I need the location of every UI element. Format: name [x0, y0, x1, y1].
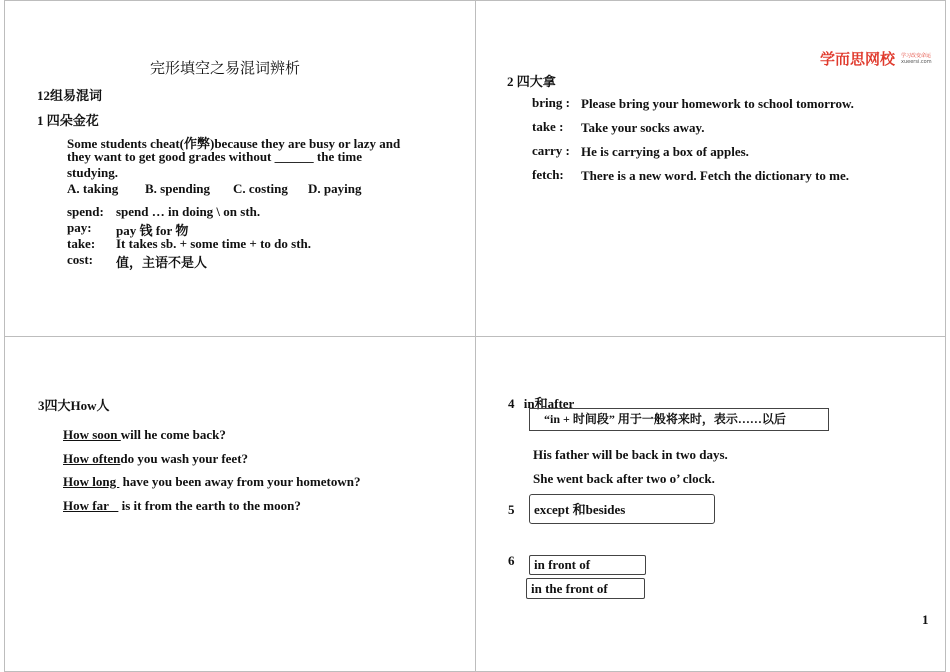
logo-tagline: 学习改变命运: [901, 52, 932, 59]
how-item: [63, 498, 301, 514]
how-item: [63, 474, 360, 490]
note-box: [529, 408, 829, 431]
option-box: [529, 555, 646, 575]
how-rest: have you been away from your hometown?: [119, 474, 361, 489]
option-b: B. spending: [145, 181, 211, 196]
except-besides-text: except 和besides: [534, 502, 626, 517]
section-number-6: 6: [508, 553, 515, 568]
option-box: [526, 578, 645, 599]
option-a: A. taking: [67, 181, 119, 196]
verb-label: carry :: [532, 143, 570, 158]
question-line: they want to get good grades without ______ the time: [67, 149, 363, 164]
definition-desc: pay 钱 for 物: [116, 223, 189, 238]
section-number: 4: [508, 396, 515, 411]
verb-label: fetch:: [532, 167, 564, 182]
definition-term: take:: [67, 236, 96, 251]
logo: [820, 48, 932, 69]
how-blank: How often: [63, 451, 121, 466]
how-item: [63, 427, 226, 443]
definition-desc: It takes sb. + some time + to do sth.: [116, 236, 312, 251]
definition-desc: spend … in doing \ on sth.: [116, 204, 261, 219]
how-rest: is it from the earth to the moon?: [118, 498, 301, 513]
verb-example: Please bring your homework to school tomorrow.: [581, 96, 854, 111]
example-sentence: She went back after two o’ clock.: [533, 471, 715, 486]
how-blank: How far: [63, 498, 119, 513]
verb-label: bring :: [532, 95, 570, 110]
heading-in: in: [523, 396, 535, 411]
example-sentence: His father will be back in two days.: [533, 447, 728, 462]
page-title: 完形填空之易混词辨析: [150, 61, 301, 77]
how-rest: do you wash your feet?: [120, 451, 249, 466]
page-number: 1: [922, 612, 929, 627]
how-rest: will he come back?: [120, 427, 226, 442]
verb-label: take :: [532, 119, 564, 134]
verb-example: There is a new word. Fetch the dictionary to me.: [581, 168, 850, 183]
logo-text: 学而思网校: [820, 50, 896, 68]
how-blank: How long: [63, 474, 120, 489]
definition-term: pay:: [67, 220, 92, 235]
verb-example: He is carrying a box of apples.: [581, 144, 749, 159]
verb-example: Take your socks away.: [581, 120, 705, 135]
heading-and: 和: [534, 396, 548, 411]
how-blank: How soon: [63, 427, 121, 442]
subtitle: 12组易混词: [37, 88, 103, 103]
option-text: in the front of: [531, 581, 608, 596]
question-line: studying.: [67, 165, 118, 180]
definition-desc: 值，主语不是人: [116, 255, 208, 270]
logo-url: xueersi.com: [901, 58, 932, 65]
note-text: “in + 时间段” 用于一般将来时，表示……以后: [544, 412, 786, 426]
question-line: Some students cheat(作弊)because they are busy or lazy and: [67, 136, 401, 151]
option-c: C. costing: [233, 181, 288, 196]
except-besides-box: [529, 494, 715, 524]
section-heading-1: 1 四朵金花: [37, 113, 99, 128]
option-d: D. paying: [308, 181, 362, 196]
option-text: in front of: [534, 557, 591, 572]
section-heading-2: 2 四大拿: [507, 74, 556, 89]
how-item: [63, 451, 248, 467]
heading-after: after: [547, 396, 575, 411]
definition-term: spend:: [67, 204, 104, 219]
section-heading-3: 3四大How人: [38, 398, 110, 413]
section-number-5: 5: [508, 502, 515, 517]
definition-term: cost:: [67, 252, 93, 267]
